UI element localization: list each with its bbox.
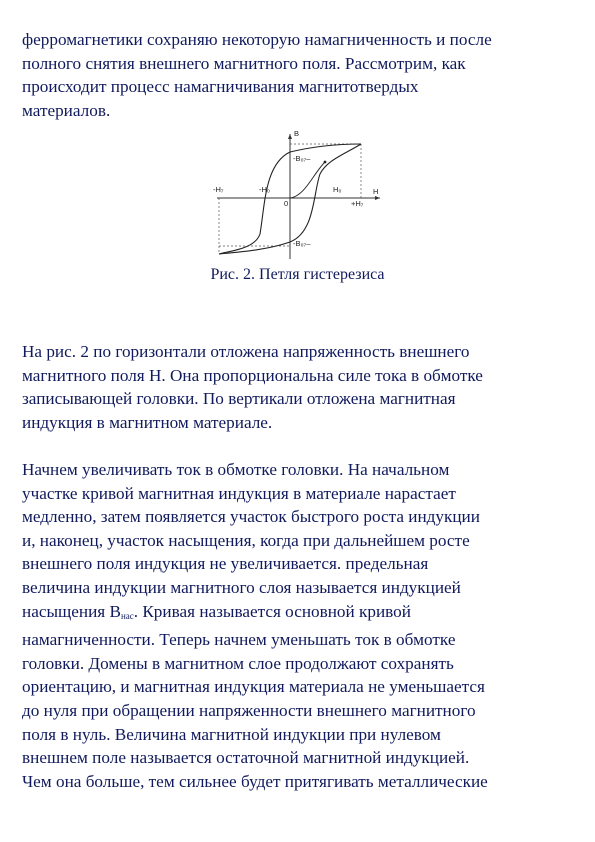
- text-line: внешнем поле называется остаточной магнитной индукцией.: [22, 748, 470, 768]
- text-line: Чем она больше, тем сильнее будет притягивать металлические: [22, 771, 488, 791]
- paragraph-axes: [22, 340, 582, 434]
- text-line: головки. Домены в магнитном слое продолжают сохранять: [22, 653, 454, 673]
- label-h-neg-outer: -Н₇: [213, 185, 224, 194]
- text-line: ориентацию, и магнитная индукция материала не уменьшается: [22, 677, 485, 697]
- sub-before: насыщения В: [22, 601, 121, 621]
- initial-curve: [290, 162, 325, 198]
- text-line: записывающей головки. По вертикали отложена магнитная: [22, 389, 456, 409]
- text-line: Начнем увеличивать ток в обмотке головки. На начальном: [22, 460, 450, 479]
- text-line: На рис. 2 по горизонтали отложена напряженность внешнего: [22, 342, 470, 361]
- label-b-neg: -В₀₇–: [293, 239, 311, 248]
- text-line: ферромагнетики сохраняю некоторую намагниченность и после: [22, 30, 492, 49]
- text-line: магнитного поля Н. Она пропорциональна силе тока в обмотке: [22, 365, 483, 385]
- label-h-pos-outer: +Н₇: [351, 199, 364, 208]
- text-line: происходит процесс намагничивания магнитотвердых: [22, 77, 419, 97]
- label-b-sat: -В₀₇–: [293, 154, 311, 163]
- text-line: намагниченности. Теперь начнем уменьшать ток в обмотке: [22, 630, 456, 650]
- text-line: полного снятия внешнего магнитного поля. Рассмотрим, как: [22, 53, 466, 73]
- label-b: В: [294, 129, 300, 138]
- sub-after: . Кривая называется основной кривой: [133, 601, 411, 621]
- paragraph-intro: [22, 28, 582, 122]
- text-line: материалов.: [22, 100, 111, 120]
- sub-nas: нас: [120, 610, 134, 621]
- hysteresis-chart: [205, 124, 390, 264]
- label-h-neg: -Н₀: [259, 185, 271, 194]
- label-origin: 0: [284, 199, 289, 208]
- label-h-pos: Н₀: [333, 185, 342, 194]
- text-line: участке кривой магнитная индукция в материале нарастает: [22, 483, 456, 503]
- hysteresis-figure: [205, 124, 390, 264]
- label-h: Н: [373, 187, 379, 196]
- text-line: внешнего поля индукция не увеличивается. предельная: [22, 554, 429, 574]
- text-line: индукция в магнитном материале.: [22, 412, 273, 432]
- text-line: медленно, затем появляется участок быстрого роста индукции: [22, 507, 480, 527]
- text-line: величина индукции магнитного слоя называется индукцией: [22, 577, 461, 597]
- text-line: поля в нуль. Величина магнитной индукции при нулевом: [22, 724, 441, 744]
- paragraph-process: [22, 458, 582, 793]
- text-line: и, наконец, участок насыщения, когда при дальнейшем росте: [22, 530, 470, 550]
- text-line-subscript: [22, 600, 582, 629]
- figure-caption: Рис. 2. Петля гистерезиса: [210, 266, 385, 283]
- text-line: до нуля при обращении напряженности внешнего магнитного: [22, 700, 476, 720]
